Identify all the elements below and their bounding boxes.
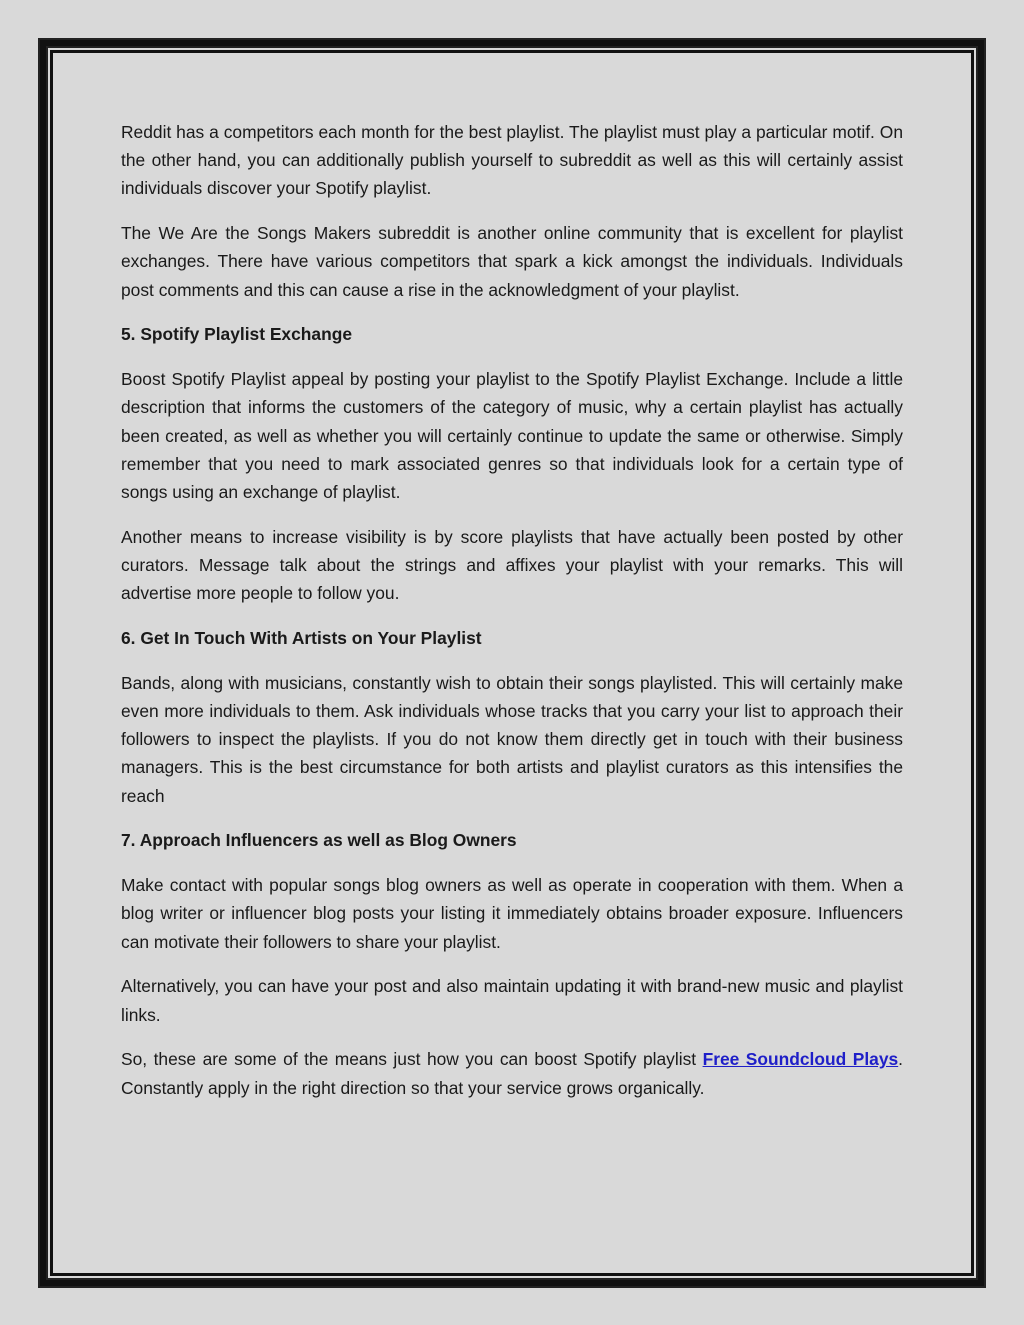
paragraph: Make contact with popular songs blog owners as well as operate in cooperation with them. When a blog writer or influencer blog posts your listing it immediately obtains broader exposure. Influencers can motivate their followers to share your playlist.: [121, 875, 903, 952]
article-body: [121, 118, 903, 1118]
closing-text-end: . Constantly apply in the right direction so that your service grows organically.: [121, 1049, 904, 1098]
section-heading: 5. Spotify Playlist Exchange: [121, 324, 352, 345]
closing-text: So, these are some of the means just how you can boost Spotify playlist: [121, 1049, 703, 1070]
paragraph: The We Are the Songs Makers subreddit is another online community that is excellent for playlist exchanges. There have various competitors that spark a kick amongst the individuals. Individuals post comments and this can cause a rise in the acknowledgment of your playlist.: [121, 223, 903, 300]
paragraph: Bands, along with musicians, constantly wish to obtain their songs playlisted. This will certainly make even more individuals to them. Ask individuals whose tracks that you carry your list to approach their followers to inspect the playlists. If you do not know them directly get in touch with their business managers. This is the best circumstance for both artists and playlist curators as this intensifies the reach: [121, 672, 903, 806]
paragraph: Another means to increase visibility is by score playlists that have actually been posted by other curators. Message talk about the strings and affixes your playlist with your remarks. This will advertise more people to follow you.: [121, 526, 903, 604]
paragraph: Reddit has a competitors each month for the best playlist. The playlist must play a particular motif. On the other hand, you can additionally publish yourself to subreddit as well as this will certainly assist individuals discover your Spotify playlist.: [121, 122, 903, 199]
section-heading: 6. Get In Touch With Artists on Your Playlist: [121, 628, 482, 649]
free-soundcloud-plays-link[interactable]: Free Soundcloud Plays: [702, 1049, 899, 1070]
paragraph: Alternatively, you can have your post and also maintain updating it with brand-new music and playlist links.: [121, 976, 903, 1025]
closing-paragraph: [121, 1045, 903, 1101]
section-heading: 7. Approach Influencers as well as Blog Owners: [121, 830, 517, 851]
paragraph: Boost Spotify Playlist appeal by posting your playlist to the Spotify Playlist Exchange. Include a little description that informs the customers of the category of music, why a certain playlist has actually been created, as well as whether you will certainly continue to update the same or otherwise. Simply remember that you need to mark associated genres so that individuals look for a certain type of songs using an exchange of playlist.: [121, 369, 903, 503]
